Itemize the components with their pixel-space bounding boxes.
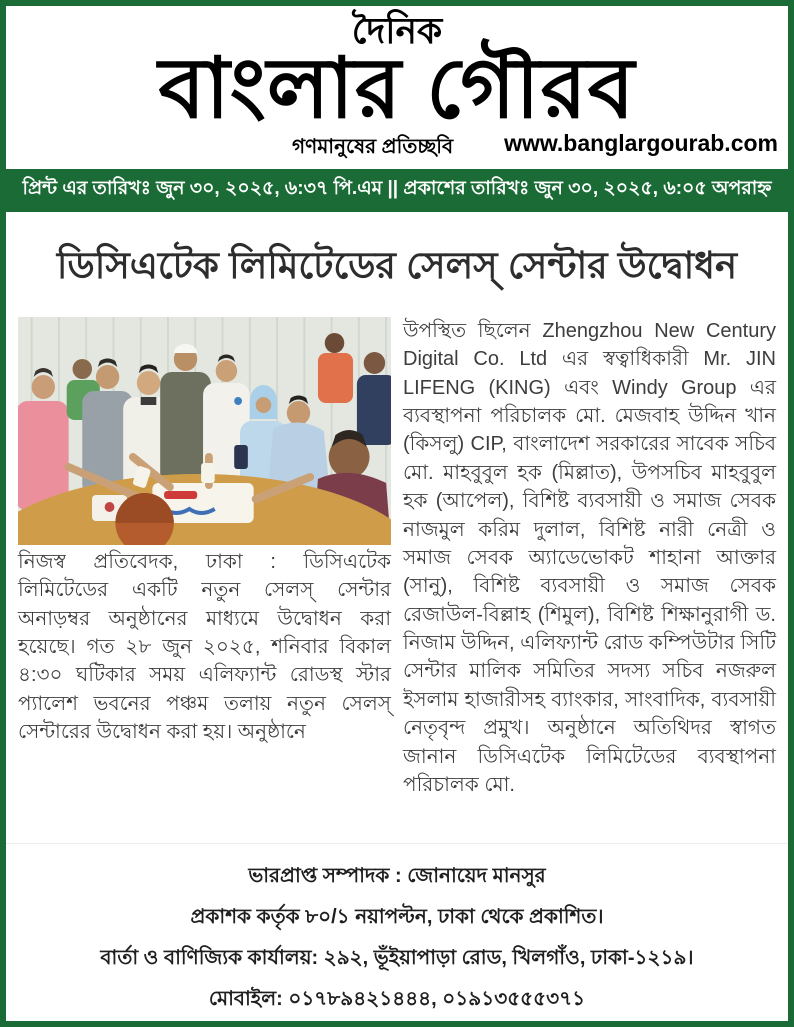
print-date-text: প্রিন্ট এর তারিখঃ জুন ৩০, ২০২৫, ৬:৩৭ পি.এম || প্রকাশের তারিখঃ জুন ৩০, ২০২৫, ৬:০৫ অপরাহ্ন [22, 177, 772, 199]
article-column-right [403, 317, 776, 800]
footer-editor-line: ভারপ্রাপ্ত সম্পাদক : জোনায়েদ মানসুর [248, 865, 546, 888]
cake-cutting-photo-illustration [18, 317, 391, 545]
article-column-left [18, 317, 391, 747]
masthead-tagline: গণমানুষের প্রতিচ্ছবি [292, 135, 454, 158]
footer-publisher-line: প্রকাশক কর্তৃক ৮০/১ নয়াপল্টন, ঢাকা থেকে প্রকাশিত। [190, 906, 604, 929]
masthead-subrow [6, 130, 788, 162]
footer [6, 844, 788, 1027]
article-headline: ডিসিএটেক লিমিটেডের সেলস্ সেন্টার উদ্বোধন [56, 244, 738, 286]
footer-mobile-line: মোবাইল: ০১৭৮৯৪২১৪৪৪, ০১৯১৩৫৫৫৩৭১ [208, 988, 586, 1011]
article-paragraph-left: নিজস্ব প্রতিবেদক, ঢাকা : ডিসিএটেক লিমিটেডের একটি নতুন সেলস্ সেন্টার অনাড়ম্বর অনুষ্ঠানের মাধ্যমে উদ্বোধন করা হয়েছে। গত ২৮ জুন ২০২৫, শনিবার বিকাল ৪:৩০ ঘটিকার সময় এলিফ্যান্ট রোডস্থ স্টার প্যালেশ ভবনের পঞ্চম তলায় নতুন সেলস্ সেন্টারের উদ্বোধন করা হয়। অনুষ্ঠানে [18, 550, 391, 744]
print-date-bar [6, 169, 788, 212]
masthead-title: বাংলার গৌরব [158, 40, 636, 135]
masthead-website-url: www.banglargourab.com [504, 129, 778, 156]
article-body [6, 317, 788, 800]
masthead-pre-title: দৈনিক [351, 10, 443, 51]
footer-office-line: বার্তা ও বাণিজ্যিক কার্যালয়: ২৯২, ভূঁইয়াপাড়া রোড, খিলগাঁও, ঢাকা-১২১৯। [100, 947, 694, 970]
masthead [6, 6, 788, 162]
article-photo [18, 317, 391, 545]
article-paragraph-right: উপস্থিত ছিলেন Zhengzhou New Century Digital Co. Ltd এর স্বত্বাধিকারী Mr. JIN LIFENG (KING) এবং Windy Group এর ব্যবস্থাপনা পরিচালক মো. মেজবাহ উদ্দিন খান (কিসলু) CIP, বাংলাদেশ সরকারের সাবেক সচিব মো. মাহবুবুল হক (মিল্লাত), উপসচিব মাহবুবুল হক (আপেল), বিশিষ্ট ব্যবসায়ী ও সমাজ সেবক নাজমুল করিম দুলাল, বিশিষ্ট নারী নেত্রী ও সমাজ সেবক অ্যাডেভোকট শাহানা আক্তার (সানু), বিশিষ্ট ব্যবসায়ী ও সমাজ সেবক রেজাউল-বিল্লাহ (শিমুল), বিশিষ্ট শিক্ষানুরাগী ড. নিজাম উদ্দিন, এলিফ্যান্ট রোড কম্পিউটার সিটি সেন্টার মালিক সমিতির সদস্য সচিব নজরুল ইসলাম হাজারীসহ ব্যাংকার, সাংবাদিক, ব্যবসায়ী নেতৃবৃন্দ প্রমুখ। অনুষ্ঠানে অতিথিদর স্বাগত জানান ডিসিএটেক লিমিটেডের ব্যবস্থাপনা পরিচালক মো. [403, 319, 776, 797]
